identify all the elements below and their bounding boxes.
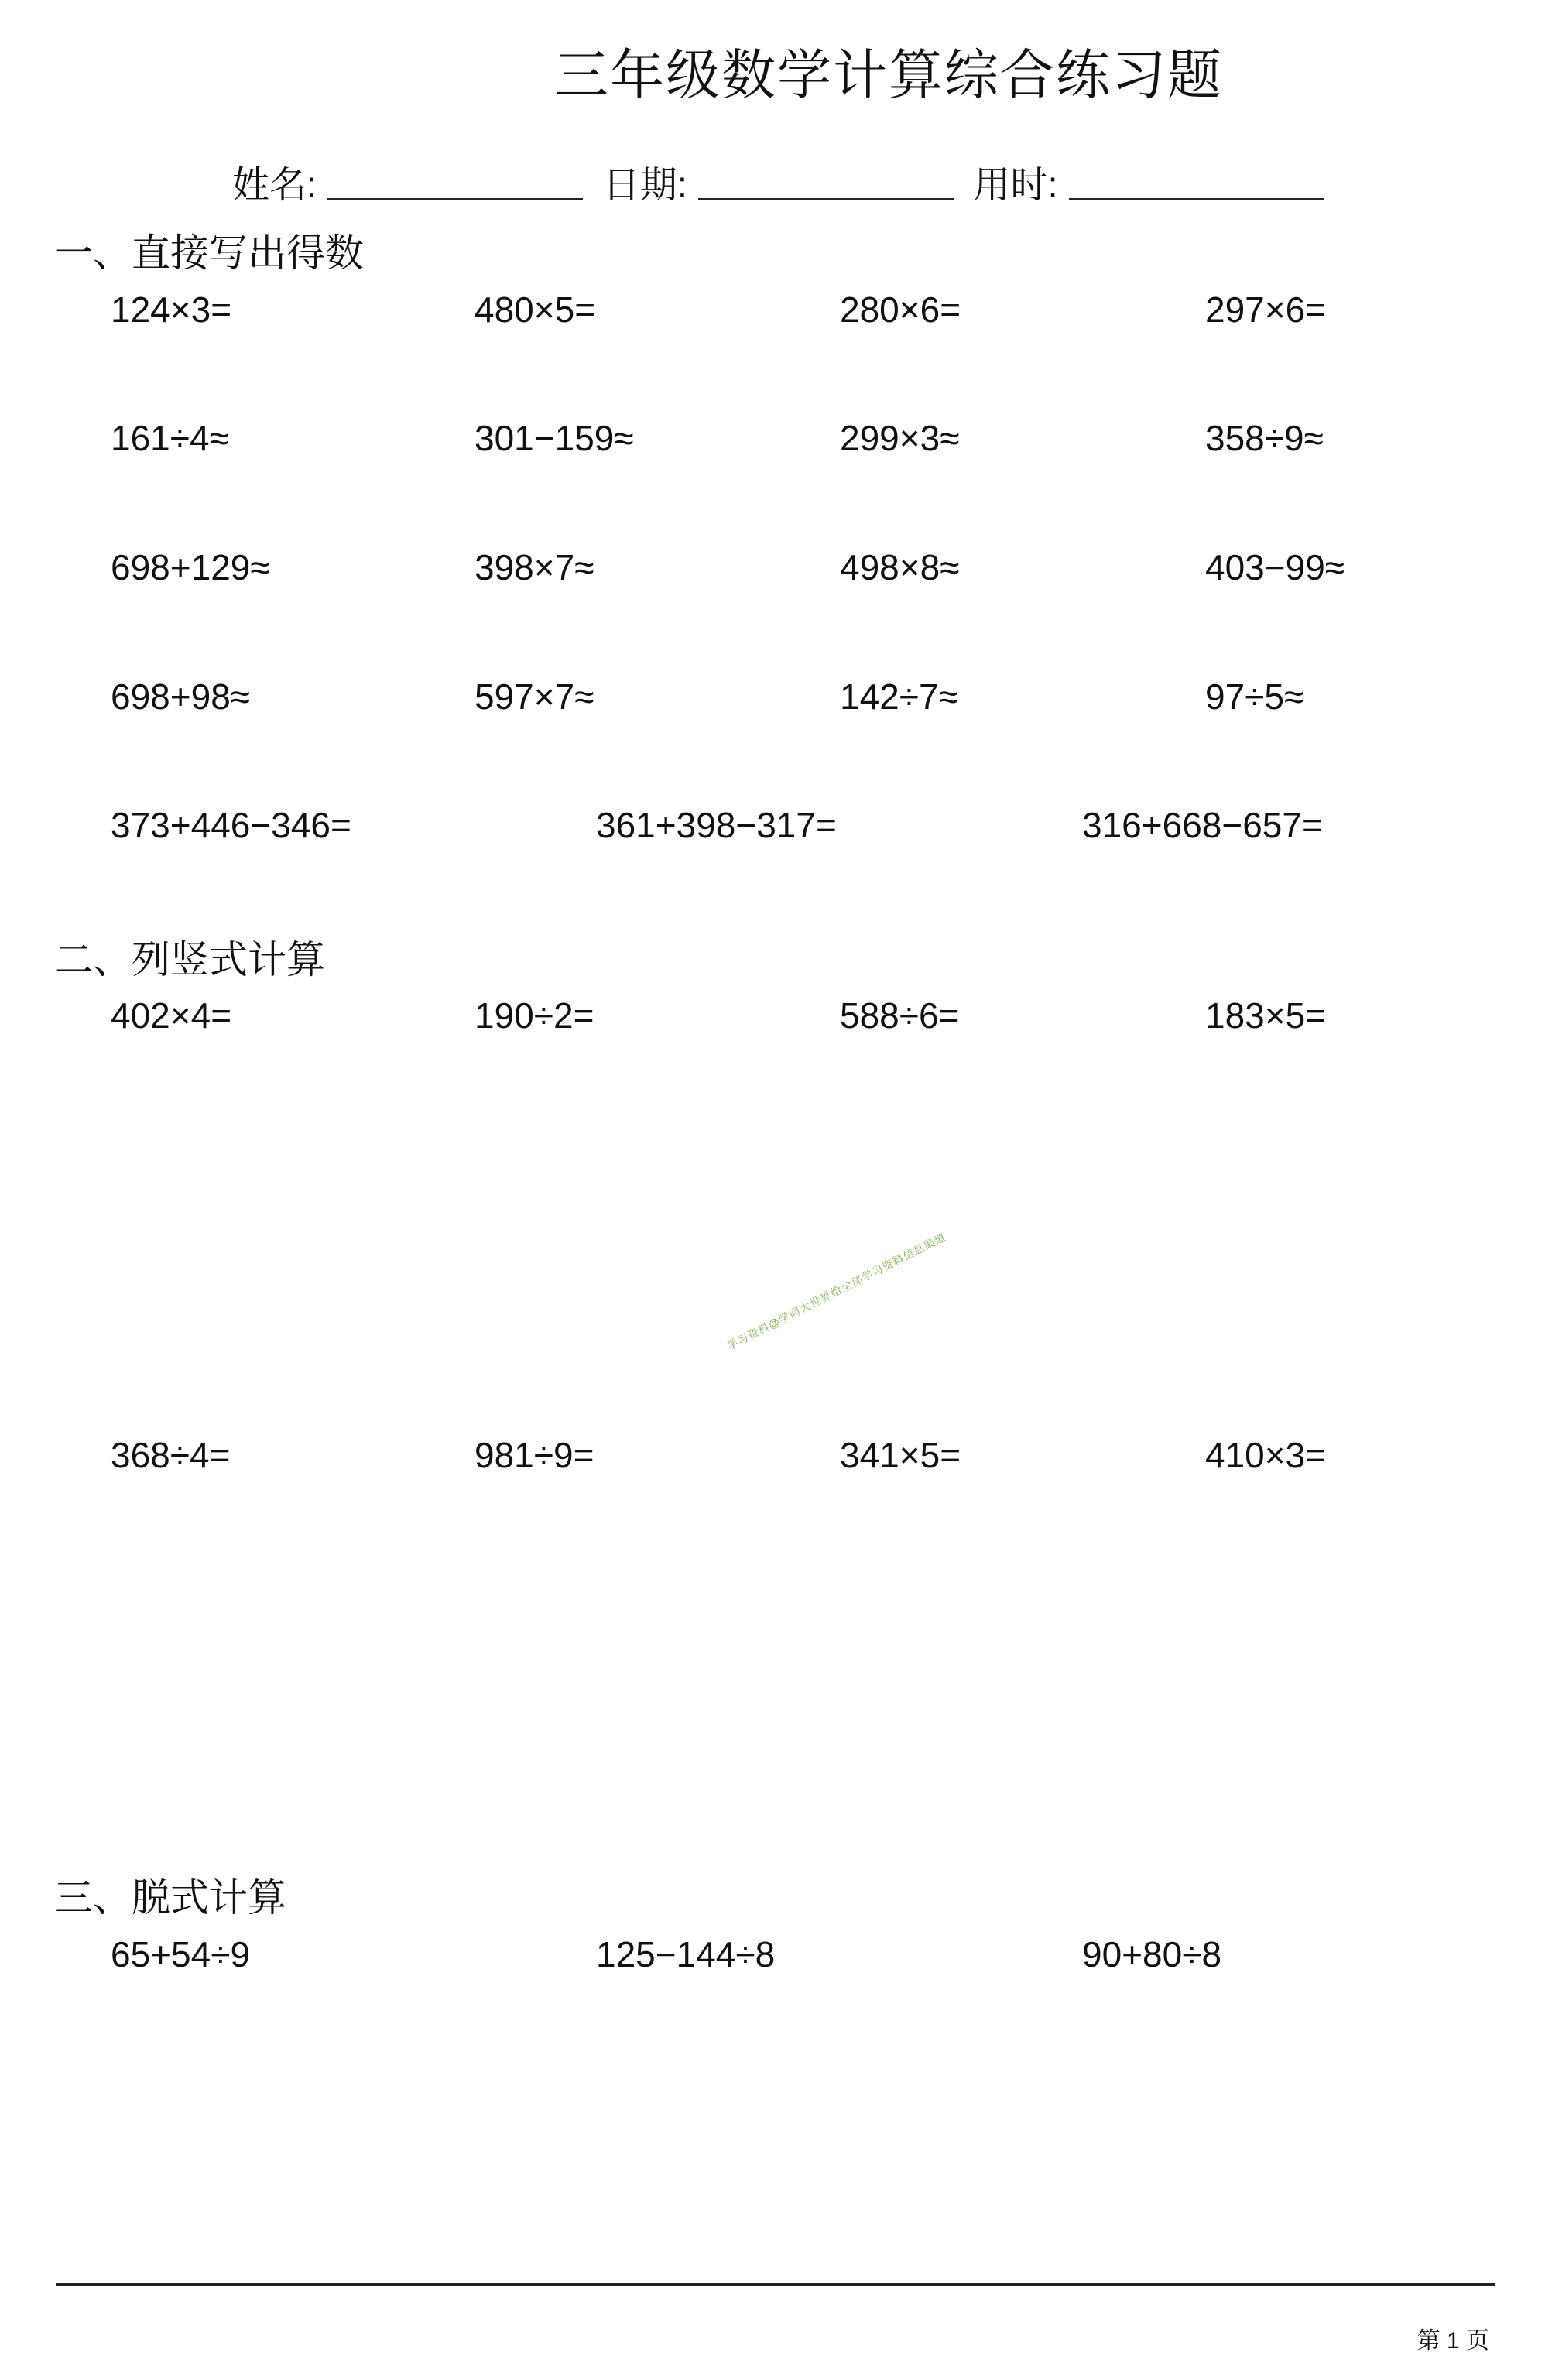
problem: 297×6= [1205,289,1327,330]
problem: 373+446−346= [111,805,351,845]
problem: 698+98≈ [111,676,251,717]
student-info-row [232,163,1334,209]
problem: 597×7≈ [474,676,594,717]
page-title: 三年级数学计算综合练习题 [554,45,1223,105]
problem: 142÷7≈ [840,676,958,717]
problem: 299×3≈ [840,418,960,458]
problem: 368÷4= [111,1435,231,1475]
time-blank [1069,167,1324,200]
problem: 124×3= [111,289,232,330]
problem: 341×5= [840,1435,961,1475]
problem: 280×6= [840,289,961,330]
problem: 316+668−657= [1082,805,1323,845]
problem: 358÷9≈ [1205,418,1324,458]
problem: 498×8≈ [840,547,960,587]
problem: 190÷2= [474,995,594,1036]
problem: 361+398−317= [596,805,837,845]
section-heading-3: 三、脱式计算 [54,1876,286,1919]
problem: 97÷5≈ [1205,676,1304,717]
section-heading-2: 二、列竖式计算 [54,938,325,981]
page-number: 第 1 页 [1417,2328,1489,2354]
problem: 403−99≈ [1205,547,1345,587]
name-label: 姓名: [232,165,317,206]
problem: 161÷4≈ [111,418,229,458]
problem: 183×5= [1205,995,1327,1036]
problem: 981÷9= [474,1435,594,1475]
footer-divider [56,2283,1495,2286]
problem: 588÷6= [840,995,960,1036]
date-label: 日期: [602,165,688,206]
watermark: 学习资料@学问大世界给全部学习资料信息渠道 [725,1230,948,1353]
time-label: 用时: [973,165,1058,206]
problem: 301−159≈ [474,418,634,458]
problem: 698+129≈ [111,547,270,587]
problem: 90+80÷8 [1082,1934,1222,1974]
problem: 398×7≈ [474,547,594,587]
problem: 480×5= [474,289,596,330]
problem: 410×3= [1205,1435,1327,1475]
problem: 65+54÷9 [111,1934,251,1974]
section-heading-1: 一、直接写出得数 [54,231,364,275]
name-blank [327,167,583,200]
problem: 402×4= [111,995,232,1036]
date-blank [698,167,954,200]
problem: 125−144÷8 [596,1934,776,1974]
